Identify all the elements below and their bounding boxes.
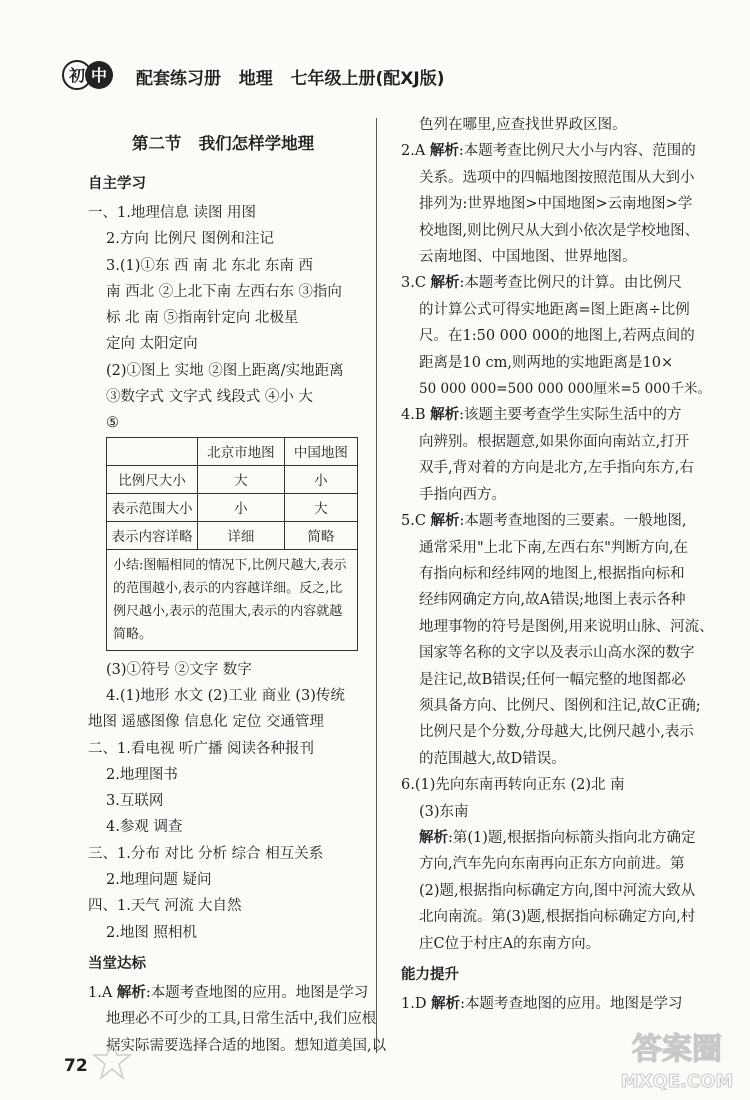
answer-line: 校地图,则比例尺从大到小依次是学校地图、 [419, 222, 700, 239]
answer-line: 须具备方向、比例尺、图例和注记,故C正确; [419, 697, 701, 714]
svg-text:MXQE.COM: MXQE.COM [620, 1071, 734, 1092]
answer-line: 3.互联网 [106, 793, 164, 810]
answer-line: 标 北 南 ⑤指南针定向 北极星 [106, 310, 299, 327]
answer-line: (2)①图上 实地 ②图上距离/实地距离 [106, 362, 344, 379]
analysis-label: 解析 [429, 143, 459, 160]
analysis-label: 解析 [430, 275, 460, 292]
heading-self-study: 自主学习 [88, 176, 146, 192]
table-cell: 大 [284, 493, 357, 521]
column-divider [376, 118, 377, 1053]
header-title: 配套练习册 地理 七年级上册(配XJ版) [136, 69, 445, 89]
answer-line: 5.C 解析:本题考查地图的三要素。一般地图, [401, 513, 687, 530]
table-cell [107, 437, 198, 465]
answer-line: ⑤ [106, 415, 119, 432]
answer-line: 4.B 解析:该题主要考查学生实际生活中的方 [401, 407, 682, 424]
section-title: 第二节 我们怎样学地理 [131, 134, 315, 153]
table-cell: 大 [198, 465, 285, 493]
answer-line: (3)东南 [419, 803, 469, 820]
answer-line: 2.地图 照相机 [106, 924, 197, 941]
right-column [401, 112, 714, 1017]
answer-line: 一、1.地理信息 读图 用图 [88, 205, 257, 221]
analysis-label: 解析 [430, 407, 460, 424]
table-cell: 小 [284, 465, 357, 493]
table-cell: 表示范围大小 [107, 493, 198, 521]
answer-line: 比例尺是个分数,分母越大,比例尺越小,表示 [419, 724, 694, 741]
answer-line: 北向南流。第(3)题,根据指向标确定方向,村 [419, 909, 696, 926]
answer-line: 3.(1)①东 西 南 北 东北 东南 西 [106, 257, 314, 274]
answer-line: 向辨别。根据题意,如果你面向南站立,打开 [419, 433, 690, 450]
answer-line: 1.A 解析:本题考查地图的应用。地图是学习 [88, 984, 369, 1001]
table-row [107, 521, 358, 549]
answer-line: 定向 太阳定向 [106, 336, 198, 353]
answer-line: 的计算公式可得实地距离=图上距离÷比例 [419, 301, 690, 318]
scale-comparison-table [106, 437, 358, 651]
answer-line: 的范围越大,故D错误。 [419, 750, 566, 767]
answer-line: (3)①符号 ②文字 数字 [106, 661, 252, 678]
answer-line: 3.C 解析:本题考查比例尺的计算。由比例尺 [401, 275, 682, 292]
answer-line: 尺。在1:50 000 000的地图上,若两点间的 [419, 328, 695, 345]
table-cell: 中国地图 [284, 437, 357, 465]
answer-line: 双手,背对着的方向是北方,左手指向东方,右 [419, 460, 694, 477]
answer-line: 距离是10 cm,则两地的实地距离是10× [419, 354, 674, 371]
left-column [88, 130, 387, 1059]
answer-line: 三、1.分布 对比 分析 综合 相互关系 [88, 845, 324, 862]
analysis-label: 解析 [431, 996, 461, 1012]
answer-line: 1.D 解析:本题考查地图的应用。地图是学习 [401, 996, 683, 1012]
answer-line: 2.地理图书 [106, 766, 178, 783]
page-number: 72 [64, 1056, 88, 1076]
answer-line: 庄C位于村庄A的东南方向。 [419, 935, 601, 952]
answer-line: 50 000 000=500 000 000厘米=5 000千米。 [419, 381, 711, 398]
answer-line: 国家等名称的文字以及表示山高水深的数字 [419, 645, 695, 662]
answer-line: 四、1.天气 河流 大自然 [88, 898, 242, 915]
table-summary: 小结:图幅相同的情况下,比例尺越大,表示的范围越小,表示的内容越详细。反之,比例尺越小,表示的范围大,表示的内容就越简略。 [107, 549, 358, 650]
svg-text:答案圈: 答案圈 [632, 1032, 722, 1067]
page-header [62, 58, 482, 92]
answer-line: 4.参观 调查 [106, 819, 183, 836]
answer-line: ③数字式 文字式 线段式 ④小 大 [106, 389, 313, 406]
answer-line: 排列为:世界地图>中国地图>云南地图>学 [419, 196, 693, 213]
answer-line: 2.方向 比例尺 图例和注记 [106, 231, 275, 248]
table-header-row [107, 437, 358, 465]
answer-line: 据实际需要选择合适的地图。想知道美国,以 [106, 1037, 387, 1054]
answer-line: 是注记,故B错误;任何一幅完整的地图都必 [419, 671, 686, 688]
analysis-label: 解析 [419, 829, 448, 846]
answer-line: 地理事物的符号是图例,用来说明山脉、河流、 [419, 618, 714, 635]
answer-line: 南 西北 ②上北下南 左西右东 ③指向 [106, 283, 342, 300]
answer-line: 二、1.看电视 听广播 阅读各种报刊 [88, 740, 315, 757]
answer-line: 通常采用"上北下南,左西右东"判断方向,在 [419, 539, 689, 556]
answer-line: 地图 遥感图像 信息化 定位 交通管理 [88, 714, 324, 731]
answer-line: 云南地图、中国地图、世界地图。 [419, 249, 637, 266]
answer-line: 手指向西方。 [419, 486, 506, 503]
svg-text:初: 初 [68, 66, 86, 85]
table-cell: 比例尺大小 [107, 465, 198, 493]
answer-line: 2.地理问题 疑问 [106, 872, 212, 889]
answer-line: 方向,汽车先向东南再向正东方向前进。第 [419, 856, 685, 873]
answer-line: 2.A 解析:本题考查比例尺大小与内容、范围的 [401, 143, 696, 160]
answer-line: 解析:第(1)题,根据指向标箭头指向北方确定 [419, 829, 696, 846]
table-cell: 表示内容详略 [107, 521, 198, 549]
answer-line: 有指向标和经纬网的地图上,根据指向标和 [419, 565, 685, 582]
table-cell: 简略 [284, 521, 357, 549]
table-row [107, 465, 358, 493]
watermark-logo [610, 1025, 745, 1095]
answer-line: 色列在哪里,应查找世界政区图。 [419, 117, 627, 133]
table-cell: 小 [198, 493, 285, 521]
analysis-label: 解析 [430, 513, 460, 530]
heading-in-class: 当堂达标 [88, 955, 146, 972]
table-row [107, 493, 358, 521]
answer-line: 地理必不可少的工具,日常生活中,我们应根 [106, 1011, 377, 1028]
answer-line: 关系。选项中的四幅地图按照范围从大到小 [419, 169, 695, 186]
heading-ability-improvement: 能力提升 [401, 967, 459, 983]
answer-line: 4.(1)地形 水文 (2)工业 商业 (3)传统 [106, 687, 345, 704]
svg-text:中: 中 [90, 66, 108, 85]
analysis-label: 解析 [116, 984, 146, 1001]
table-cell: 北京市地图 [198, 437, 285, 465]
junior-school-logo [62, 58, 114, 92]
answer-line: 6.(1)先向东南再转向正东 (2)北 南 [401, 777, 625, 794]
table-cell: 详细 [198, 521, 285, 549]
star-decoration-icon [92, 1040, 132, 1080]
answer-line: 经纬网确定方向,故A错误;地图上表示各种 [419, 592, 686, 609]
table-summary-row [107, 549, 358, 650]
answer-line: (2)题,根据指向标确定方向,图中河流大致从 [419, 882, 696, 899]
